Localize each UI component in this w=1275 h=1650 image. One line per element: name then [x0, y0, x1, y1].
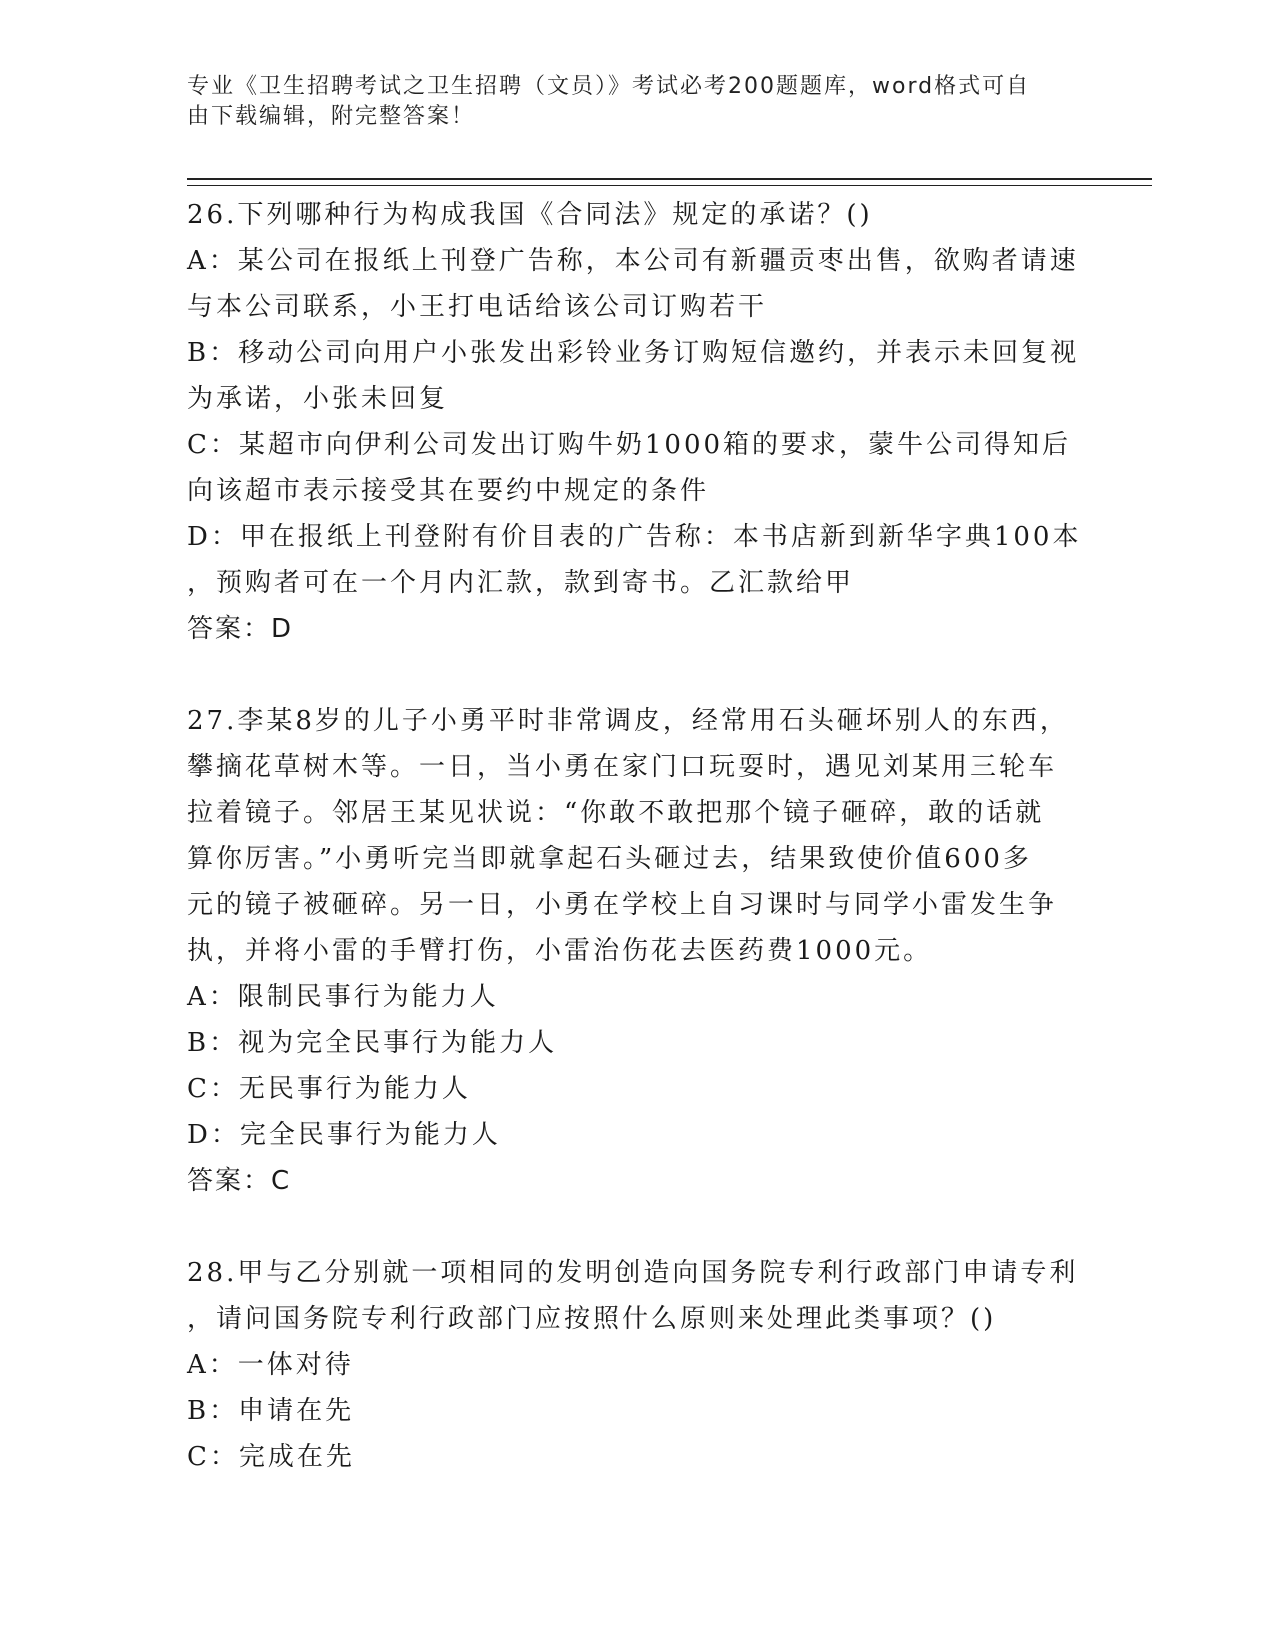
question-stem-line-5: 元的镜子被砸碎。另一日，小勇在学校上自习课时与同学小雷发生争 [187, 890, 1058, 920]
document-header [187, 72, 1067, 132]
header-line-2: 由下载编辑，附完整答案！ [187, 104, 476, 129]
option-b-line-2: 为承诺，小张未回复 [187, 384, 449, 414]
header-divider-thin [187, 185, 1152, 186]
question-27 [187, 698, 1087, 1204]
question-stem-line-2: 攀摘花草树木等。一日，当小勇在家门口玩耍时，遇见刘某用三轮车 [187, 752, 1058, 782]
question-stem-line-3: 拉着镜子。邻居王某见状说：“你敢不敢把那个镜子砸碎，敢的话就 [187, 798, 1045, 828]
option-a-line-1: A：某公司在报纸上刊登广告称，本公司有新疆贡枣出售，欲购者请速 [187, 246, 1079, 276]
answer-label: 答案：C [187, 1166, 292, 1196]
option-a-line-2: 与本公司联系，小王打电话给该公司订购若干 [187, 292, 768, 322]
answer-label: 答案：D [187, 614, 294, 644]
option-c-line-2: 向该超市表示接受其在要约中规定的条件 [187, 476, 710, 506]
question-list [187, 192, 1087, 1526]
option-a: A：一体对待 [187, 1350, 354, 1380]
option-c: C：无民事行为能力人 [187, 1074, 471, 1104]
question-stem-line-6: 执，并将小雷的手臂打伤，小雷治伤花去医药费1000元。 [187, 936, 933, 966]
option-b: B：视为完全民事行为能力人 [187, 1028, 558, 1058]
header-divider-thick [187, 178, 1152, 180]
option-b: B：申请在先 [187, 1396, 355, 1426]
question-stem-line-2: ，请问国务院专利行政部门应按照什么原则来处理此类事项？() [187, 1304, 997, 1334]
option-d-line-2: ，预购者可在一个月内汇款，款到寄书。乙汇款给甲 [187, 568, 855, 598]
option-c: C：完成在先 [187, 1442, 355, 1472]
option-d: D：完全民事行为能力人 [187, 1120, 501, 1150]
header-line-1: 专业《卫生招聘考试之卫生招聘（文员）》考试必考200题题库，word格式可自 [187, 74, 1031, 99]
option-c-line-1: C：某超市向伊利公司发出订购牛奶1000箱的要求，蒙牛公司得知后 [187, 430, 1072, 460]
question-stem: 26.下列哪种行为构成我国《合同法》规定的承诺？() [187, 200, 873, 230]
option-b-line-1: B：移动公司向用户小张发出彩铃业务订购短信邀约，并表示未回复视 [187, 338, 1080, 368]
option-a: A：限制民事行为能力人 [187, 982, 499, 1012]
question-26 [187, 192, 1087, 652]
question-stem-line-1: 28.甲与乙分别就一项相同的发明创造向国务院专利行政部门申请专利 [187, 1258, 1079, 1288]
question-stem-line-4: 算你厉害。”小勇听完当即就拿起石头砸过去，结果致使价值600多 [187, 844, 1032, 874]
question-28 [187, 1250, 1087, 1480]
option-d-line-1: D：甲在报纸上刊登附有价目表的广告称：本书店新到新华字典100本 [187, 522, 1082, 552]
question-stem-line-1: 27.李某8岁的儿子小勇平时非常调皮，经常用石头砸坏别人的东西， [187, 706, 1069, 736]
